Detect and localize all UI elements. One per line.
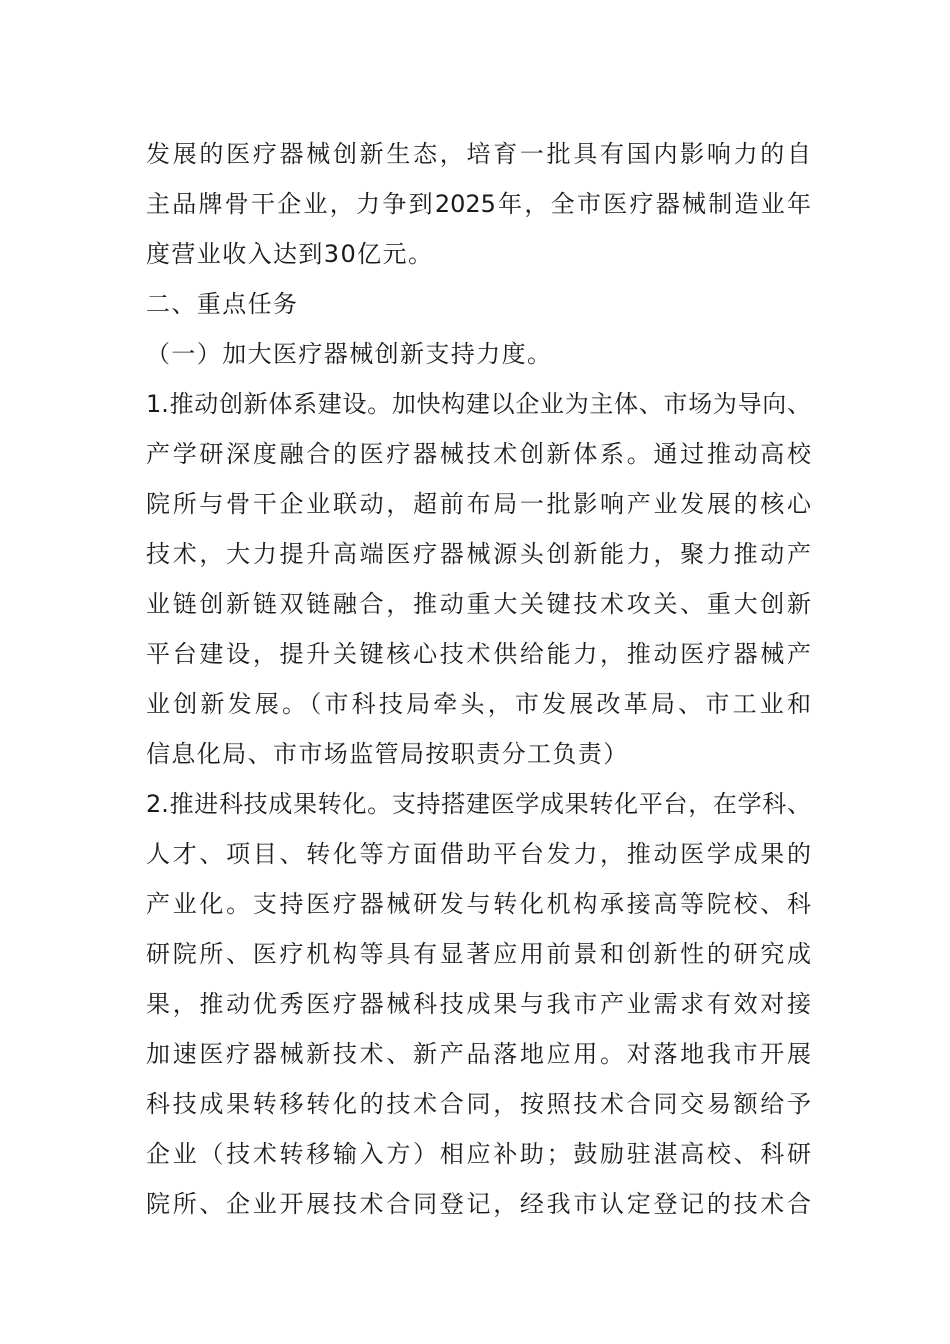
section-heading: 二、重点任务 [146, 290, 299, 318]
text-line: 人才、项目、转化等方面借助平台发力，推动医学成果的 [146, 840, 811, 868]
text-line: 企业（技术转移输入方）相应补助；鼓励驻湛高校、科研 [146, 1140, 811, 1168]
text-line: 果，推动优秀医疗器械科技成果与我市产业需求有效对接 [146, 990, 811, 1018]
text-line: 产学研深度融合的医疗器械技术创新体系。通过推动高校 [146, 440, 811, 468]
text-line: 1.推动创新体系建设。加快构建以企业为主体、市场为导向、 [146, 390, 811, 418]
text-line: 业创新发展。（市科技局牵头，市发展改革局、市工业和 [146, 690, 811, 718]
text-line: 度营业收入达到30亿元。 [146, 240, 434, 268]
body-text [146, 129, 811, 1229]
text-line: 2.推进科技成果转化。支持搭建医学成果转化平台，在学科、 [146, 790, 811, 818]
text-line: 院所、企业开展技术合同登记，经我市认定登记的技术合 [146, 1190, 811, 1218]
text-line: 产业化。支持医疗器械研发与转化机构承接高等院校、科 [146, 890, 811, 918]
text-line: 信息化局、市市场监管局按职责分工负责） [146, 740, 629, 768]
text-line: 研院所、医疗机构等具有显著应用前景和创新性的研究成 [146, 940, 811, 968]
text-line: 科技成果转移转化的技术合同，按照技术合同交易额给予 [146, 1090, 811, 1118]
text-line: 业链创新链双链融合，推动重大关键技术攻关、重大创新 [146, 590, 811, 618]
text-line: 技术，大力提升高端医疗器械源头创新能力，聚力推动产 [146, 540, 811, 568]
text-line: 主品牌骨干企业，力争到2025年，全市医疗器械制造业年 [146, 190, 811, 218]
text-line: 平台建设，提升关键核心技术供给能力，推动医疗器械产 [146, 640, 811, 668]
text-line: 加速医疗器械新技术、新产品落地应用。对落地我市开展 [146, 1040, 811, 1068]
subsection-heading: （一）加大医疗器械创新支持力度。 [146, 340, 553, 368]
text-line: 院所与骨干企业联动，超前布局一批影响产业发展的核心 [146, 490, 811, 518]
text-line: 发展的医疗器械创新生态，培育一批具有国内影响力的自 [146, 140, 811, 168]
